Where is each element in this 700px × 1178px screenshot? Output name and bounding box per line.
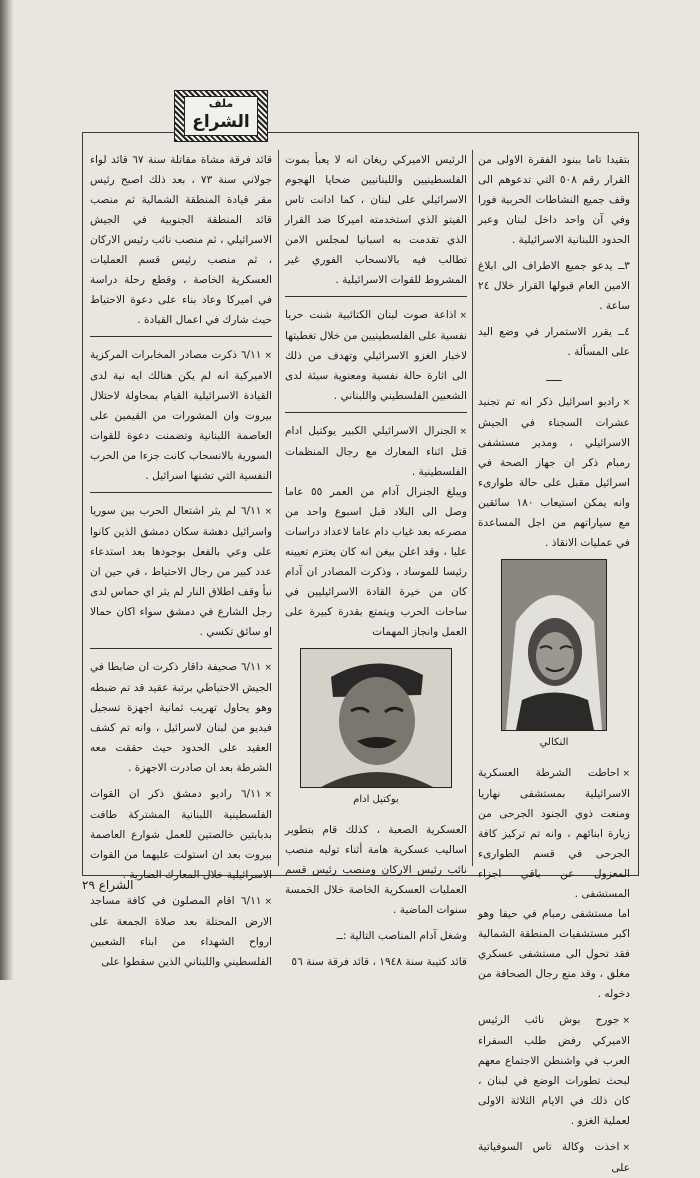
crying-woman-photo xyxy=(501,559,607,731)
article-paragraph: ٣ــ يدعو جميع الاطراف الى ابلاغ الامين العام قبولها القرار خلال ٢٤ ساعة . xyxy=(478,260,630,312)
news-item: ×راديو اسرائيل ذكر انه تم تجنيد عشرات السجناء في الجيش الاسرائيلي ، ومدير مستشفى رمبام ذكر ان جهاز الصحة في اسرائيل مقبل على حالة طوارىء وانه يمكن استيعاب ١٨٠ سائقين مع سياراتهم من اجل المساعدة في عمليات الانقاذ . xyxy=(478,396,630,549)
item-divider xyxy=(90,492,272,493)
news-item: ×اخذت وكالة تاس السوفياتية على xyxy=(478,1141,630,1174)
item-mark: × xyxy=(264,663,272,673)
column-rule xyxy=(278,150,279,866)
page-number: الشراع ٢٩ xyxy=(82,878,134,892)
item-mark: × xyxy=(264,507,272,517)
right-column xyxy=(478,150,630,1174)
news-item: ×الجنرال الاسرائيلي الكبير يوكتيل ادام قتل اثناء المعارك مع رجال المنظمات الفلسطينية . ويبلغ الجنرال آدام من العمر ٥٥ عاما وصل الى البلاد قبل اسبوع واحد من مصرعه بعد غياب دام عاما لاعداد دراسات عليا ، وقد اعلن بيغن انه كان يعتزم تعيينه رئيسا للموساد ، وذكرت المصادر ان آدام كان من خيرة القادة الاسرائيليين في ساحات الحرب ويتمتع بقدرة كبيرة على العمل وانجاز المهمات xyxy=(285,425,467,638)
news-item: ×اذاعة صوت لبنان الكتائبية شنت حربا نفسية على الفلسطينيين من خلال تغطيتها لاخبار الغزو الاسرائيلي وتهدف من ذلك الى اثارة حالة نفسية ومعنوية سيئة لدى الشعبين الفلسطيني واللبناني . xyxy=(285,309,467,402)
item-divider xyxy=(90,648,272,649)
item-mark: × xyxy=(264,897,272,907)
item-divider xyxy=(285,412,467,413)
item-mark: × xyxy=(622,1143,630,1153)
section-header-box xyxy=(174,90,268,142)
photo-caption: بوكتيل ادام xyxy=(353,794,399,805)
item-mark: × xyxy=(622,398,630,408)
article-paragraph: ٤ــ يقرر الاستمرار في وضع اليد على المسألة . xyxy=(478,326,630,358)
section-header xyxy=(184,96,258,136)
news-item: ×٦/١١ اقام المصلون في كافة مساجد الارض المحتلة بعد صلاة الجمعة على ارواح الشهداء من ابناء الشعبين الفلسطيني واللبناني الذين سقطوا على xyxy=(90,895,272,968)
general-portrait-photo xyxy=(300,648,452,788)
article-paragraph: العسكرية الصعبة ، كذلك قام بتطوير اساليب عسكرية هامة أثناء توليه منصب نائب رئيس الاركان ومنصب رئيس قسم العمليات العسكرية الخاصة خلال الخمسة سنوات الماضية . xyxy=(285,824,467,916)
news-item: ×احاطت الشرطة العسكرية الاسرائيلية بمستشفى نهاريا ومنعت ذوي الجنود الجرحى من زيارة ابنائهم ، وانه تم تركيز كافة الجرحى في قسم الطوارىء المعزول عن باقي اجزاء المستشفى . اما مستشفى رمبام في حيفا وهو اكبر مستشفيات المنطقة الشمالية فقد تحول الى مستشفى عسكري مغلق ، وقد منع رجال الصحافة من دخوله . xyxy=(478,767,630,1000)
item-mark: × xyxy=(264,351,272,361)
item-mark: × xyxy=(264,790,272,800)
news-item: ×٦/١١ ذكرت مصادر المخابرات المركزية الاميركية انه لم يكن هنالك ايه نية لدى القيادة الاسرائيلية القيام بمحاولة لاحتلال بيروت وان المشورات من القيمين على العاصمة اللبنانية وتضمنت دعوة للقوات السورية بالانسحاب كانت جزءا من الحرب النفسية التي تشنها اسرائيل . xyxy=(90,349,272,482)
column-rule xyxy=(472,150,473,866)
item-mark: × xyxy=(622,1016,630,1026)
middle-column xyxy=(285,150,467,968)
item-mark: × xyxy=(459,427,467,437)
article-paragraph: قائد كتيبة سنة ١٩٤٨ ، قائد فرقة سنة ٥٦ xyxy=(291,956,467,968)
item-divider xyxy=(90,336,272,337)
item-mark: × xyxy=(459,311,467,321)
scan-edge xyxy=(0,0,14,980)
photo-caption: النكالي xyxy=(539,737,569,748)
article-paragraph: الرئيس الاميركي ريغان انه لا يعبأ بموت الفلسطينيين واللبنانيين ضحايا الهجوم الاسرائيلي على لبنان ، كما ادانت تاس الفيتو الذي استخدمته اميركا ضد القرار الذي تقدمت به اسبانيا لمجلس الامن تطالب فيه بالانسحاب الفوري غير المشروط للقوات الاسرائيلية . xyxy=(285,154,467,286)
news-item: ×جورج بوش نائب الرئيس الاميركي رفض طلب السفراء العرب في واشنطن الاجتماع معهم لبحث تطورات الوضع في لبنان ، كان ذلك في الايام الثلاثة الاولى لعملية الغزو . xyxy=(478,1014,630,1127)
article-paragraph: بتقيدا تاما ببنود الفقرة الاولى من القرار رقم ٥٠٨ التي تدعوهم الى وقف جميع النشاطات الحربية فورا وفي آن واحد داخل لبنان وعبر الحدود اللبنانية الاسرائيلية . xyxy=(478,154,630,246)
separator-dash: ـــــ xyxy=(546,372,562,384)
news-item: ×٦/١١ صحيفة داقار ذكرت ان ضابطا في الجيش الاحتياطي برتبة عقيد قد تم ضبطه وهو يحاول تهريب ثمانية اجهزة تسجيل فيديو من لبنان لاسرائيل ، وانه تم كشف العقيد على الحدود حيث حققت معه الشرطة بعد ان صادرت الاجهزة . xyxy=(90,661,272,774)
news-item: ×٦/١١ راديو دمشق ذكر ان القوات الفلسطينية اللبنانية المشتركة طافت بدبابتين خالصتين للعمل شوارع العاصمة بيروت بعد ان استولت عليهما من القوات الاسرائيلية خلال المعارك الضارية . xyxy=(90,788,272,881)
item-mark: × xyxy=(622,769,630,779)
news-item: ×٦/١١ لم يثر اشتعال الحرب بين سوريا واسرائيل دهشة سكان دمشق الذين كانوا على وعي بالفعل بوجودها بعد استدعاء عدد كبير من رجال الاحتياط ، في حين ان نبأ وقف اطلاق النار لم يثر اي حماس لدى رجل الشارع في دمشق سواء اكان حمالا او سائق تكسي . xyxy=(90,505,272,638)
section-header-small: ملف xyxy=(208,97,234,110)
article-paragraph: وشغل آدام المناصب التالية :ــ xyxy=(336,930,467,942)
article-paragraph: قائد فرقة مشاة مقاتلة سنة ٦٧ قائد لواء جولاني سنة ٧٣ ، بعد ذلك اصبح رئيس مقر قيادة المنطقة الشمالية ثم منصب قائد المنطقة الجنوبية في الجيش الاسرائيلي ، ثم منصب نائب رئيس الاركان ، ثم منصب رئيس قسم العمليات العسكرية الخاصة ، وقطع رحلة دراسة في اميركا وعاد بناء على دعوة الاحتياط حيث شارك في اعمال القيادة . xyxy=(90,154,273,326)
section-header-title: الشراع xyxy=(192,112,250,132)
item-divider xyxy=(285,296,467,297)
